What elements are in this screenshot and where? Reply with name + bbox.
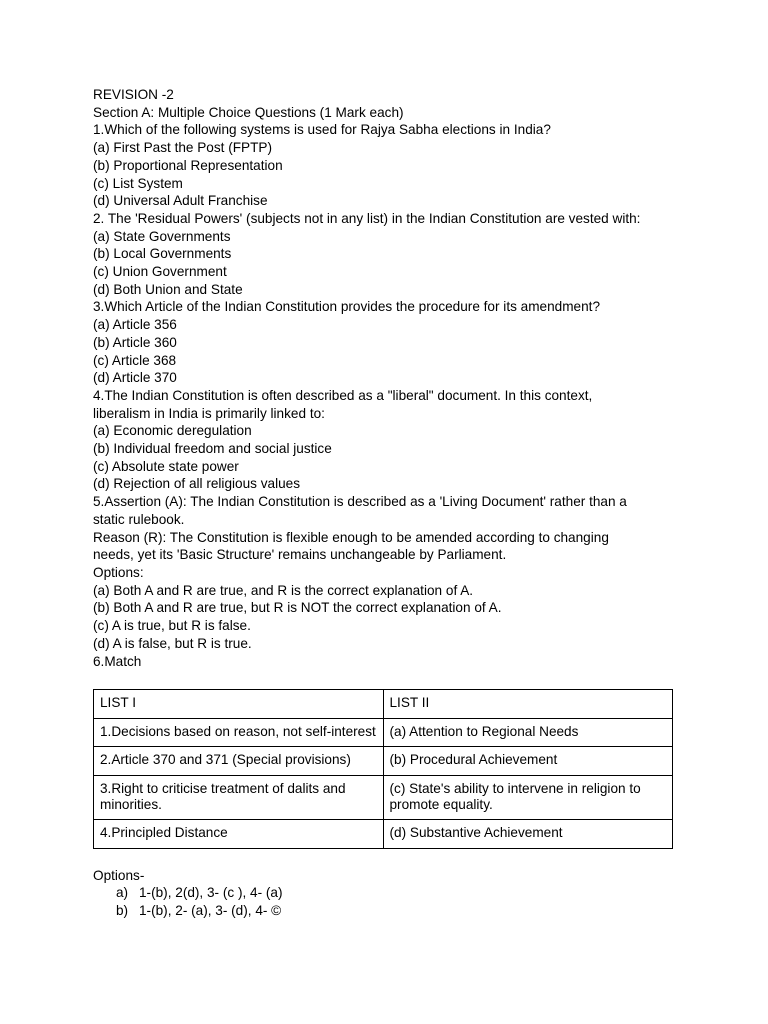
list-two-cell: (d) Substantive Achievement [383, 820, 673, 849]
answer-option: (c) Article 368 [93, 352, 177, 368]
answer-option: (a) Economic deregulation [93, 423, 252, 439]
question-block [93, 210, 683, 299]
match-table-wrapper [93, 689, 683, 849]
list-one-cell: 2.Article 370 and 371 (Special provisions) [94, 747, 384, 776]
document-content [93, 86, 683, 920]
answer-option: (c) List System [93, 175, 183, 191]
match-table [93, 689, 673, 849]
list-two-cell: (c) State's ability to intervene in religion to promote equality. [383, 775, 673, 819]
match-option-text: 1-(b), 2(d), 3- (c ), 4- (a) [139, 885, 283, 901]
answer-option: (a) Both A and R are true, and R is the correct explanation of A. [93, 582, 474, 598]
answer-option: (a) First Past the Post (FPTP) [93, 140, 273, 156]
question-block [93, 298, 683, 387]
match-table-row [94, 820, 673, 849]
question-block [93, 387, 683, 493]
match-option [93, 902, 683, 920]
question-text: static rulebook. [93, 511, 185, 527]
list-one-cell: 3.Right to criticise treatment of dalits and minorities. [94, 775, 384, 819]
answer-option: (c) Union Government [93, 264, 227, 280]
match-table-header-row [94, 690, 673, 719]
list-two-header: LIST II [383, 690, 673, 719]
match-option [93, 884, 683, 902]
answer-option: (d) Rejection of all religious values [93, 476, 301, 492]
answer-option: (d) Article 370 [93, 370, 177, 386]
question-text: 1.Which of the following systems is used for Rajya Sabha elections in India? [93, 122, 551, 138]
answer-option: (a) Article 356 [93, 317, 177, 333]
question-text: 2. The 'Residual Powers' (subjects not in any list) in the Indian Constitution are vested with: [93, 210, 641, 226]
question-text: 3.Which Article of the Indian Constitution provides the procedure for its amendment? [93, 299, 601, 315]
match-options-list [93, 884, 683, 919]
answer-option: (d) Both Union and State [93, 281, 243, 297]
list-one-header: LIST I [94, 690, 384, 719]
answer-option: (d) A is false, but R is true. [93, 635, 252, 651]
answer-option: (d) Universal Adult Franchise [93, 193, 268, 209]
list-two-cell: (b) Procedural Achievement [383, 747, 673, 776]
list-two-cell: (a) Attention to Regional Needs [383, 718, 673, 747]
question-text: Options: [93, 564, 144, 580]
match-table-row [94, 775, 673, 819]
answer-option: (b) Proportional Representation [93, 157, 283, 173]
question-block [93, 121, 683, 210]
answer-option: (b) Article 360 [93, 334, 177, 350]
match-option-marker: b) [116, 903, 129, 919]
question-text: liberalism in India is primarily linked to: [93, 405, 325, 421]
question-text: needs, yet its 'Basic Structure' remains unchangeable by Parliament. [93, 547, 507, 563]
answer-option: (c) Absolute state power [93, 458, 239, 474]
match-option-text: 1-(b), 2- (a), 3- (d), 4- © [139, 903, 282, 919]
answer-option: (c) A is true, but R is false. [93, 618, 251, 634]
list-one-cell: 1.Decisions based on reason, not self-interest [94, 718, 384, 747]
list-one-cell: 4.Principled Distance [94, 820, 384, 849]
match-label: 6.Match [93, 653, 142, 669]
question-text: Reason (R): The Constitution is flexible enough to be amended according to changing [93, 529, 609, 545]
answer-option: (a) State Governments [93, 228, 231, 244]
match-table-row [94, 718, 673, 747]
answer-option: (b) Local Governments [93, 246, 232, 262]
match-options-heading: Options- [93, 867, 145, 883]
section-heading: Section A: Multiple Choice Questions (1 Mark each) [93, 104, 404, 120]
document-title: REVISION -2 [93, 87, 174, 102]
question-list [93, 121, 683, 652]
match-option-marker: a) [116, 885, 129, 901]
question-block [93, 493, 683, 652]
question-text: 5.Assertion (A): The Indian Constitution is described as a 'Living Document' rather than a [93, 494, 627, 510]
question-text: 4.The Indian Constitution is often described as a "liberal" document. In this context, [93, 387, 593, 403]
match-table-row [94, 747, 673, 776]
answer-option: (b) Both A and R are true, but R is NOT the correct explanation of A. [93, 600, 502, 616]
answer-option: (b) Individual freedom and social justice [93, 441, 332, 457]
